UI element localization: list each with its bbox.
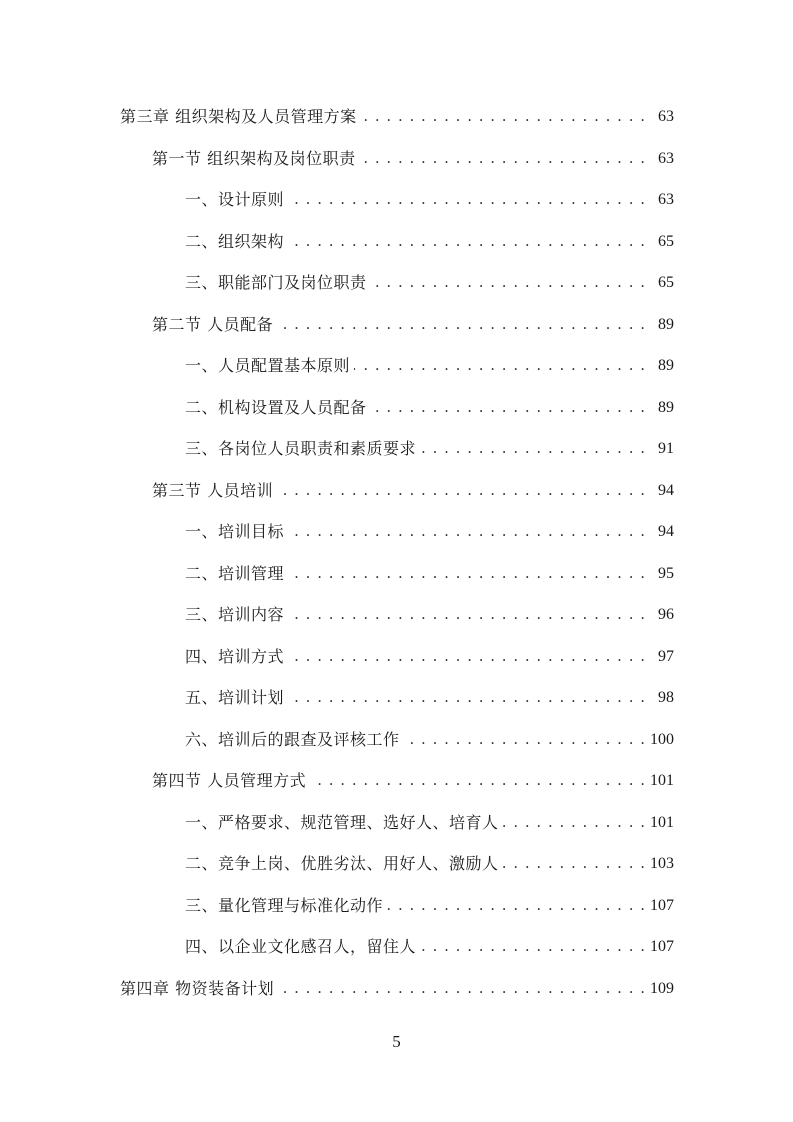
toc-entry[interactable] <box>0 428 793 470</box>
table-of-contents <box>0 96 793 1009</box>
toc-entry-title: 二、组织架构 <box>185 231 285 251</box>
toc-entry[interactable] <box>0 96 793 138</box>
toc-entry-title: 三、职能部门及岗位职责 <box>185 273 367 292</box>
toc-entry-title: 二、机构设置及人员配备 <box>185 397 367 417</box>
toc-entry-title: 三、量化管理与标准化动作 <box>185 895 384 915</box>
toc-entry[interactable] <box>0 885 793 927</box>
toc-entry[interactable] <box>0 719 793 761</box>
toc-entry-page-number: 97 <box>658 647 674 665</box>
toc-entry-page-number: 63 <box>658 191 674 208</box>
toc-dot-leader <box>361 96 646 138</box>
toc-entry-page-number: 65 <box>658 274 674 291</box>
toc-entry-page-number: 63 <box>658 149 674 167</box>
toc-entry[interactable] <box>0 511 793 553</box>
toc-entry-page-number: 89 <box>658 357 674 374</box>
toc-entry-page-number: 95 <box>658 564 674 582</box>
toc-entry[interactable] <box>0 760 793 802</box>
toc-entry-title: 二、培训管理 <box>185 563 285 583</box>
toc-dot-leader <box>404 719 646 761</box>
toc-entry-title: 三、各岗位人员职责和素质要求 <box>185 439 417 458</box>
toc-dot-leader <box>277 470 646 512</box>
toc-dot-leader <box>387 885 646 927</box>
toc-entry-title: 四、以企业文化感召人，留住人 <box>185 937 417 956</box>
toc-entry[interactable] <box>0 802 793 844</box>
toc-entry[interactable] <box>0 179 793 221</box>
toc-entry-page-number: 100 <box>650 730 674 748</box>
toc-entry-page-number: 91 <box>658 440 674 457</box>
toc-entry[interactable] <box>0 926 793 968</box>
page-number: 5 <box>392 1032 401 1051</box>
toc-dot-leader <box>503 843 646 885</box>
toc-entry-title: 第二节 人员配备 <box>152 314 274 334</box>
toc-entry[interactable] <box>0 345 793 387</box>
toc-entry-title: 三、培训内容 <box>185 605 285 624</box>
toc-entry[interactable] <box>0 221 793 263</box>
toc-entry-title: 一、人员配置基本原则 <box>185 356 351 375</box>
toc-dot-leader <box>371 262 646 304</box>
toc-dot-leader <box>288 636 646 678</box>
toc-dot-leader <box>310 760 646 802</box>
toc-entry-title: 二、竞争上岗、优胜劣汰、用好人、激励人 <box>185 854 499 873</box>
toc-dot-leader <box>288 221 646 263</box>
toc-entry-page-number: 103 <box>650 855 674 872</box>
toc-dot-leader <box>278 968 646 1010</box>
toc-dot-leader <box>420 926 646 968</box>
toc-entry[interactable] <box>0 677 793 719</box>
toc-entry-page-number: 101 <box>650 772 674 789</box>
toc-dot-leader <box>420 428 646 470</box>
toc-entry-title: 第三章 组织架构及人员管理方案 <box>120 107 357 126</box>
toc-entry[interactable] <box>0 636 793 678</box>
toc-dot-leader <box>288 553 646 595</box>
toc-entry-title: 第一节 组织架构及岗位职责 <box>152 148 356 168</box>
toc-entry-page-number: 101 <box>650 813 674 831</box>
toc-entry-title: 第四节 人员管理方式 <box>152 771 307 790</box>
toc-entry-title: 六、培训后的跟查及评核工作 <box>185 729 400 749</box>
toc-entry-page-number: 63 <box>658 108 674 125</box>
toc-entry-page-number: 89 <box>658 398 674 416</box>
toc-entry[interactable] <box>0 594 793 636</box>
toc-entry-title: 一、严格要求、规范管理、选好人、培育人 <box>185 812 499 832</box>
toc-entry-title: 一、培训目标 <box>185 522 285 541</box>
toc-entry[interactable] <box>0 304 793 346</box>
toc-dot-leader <box>288 594 646 636</box>
toc-entry-page-number: 107 <box>650 896 674 914</box>
toc-entry-page-number: 89 <box>658 315 674 333</box>
toc-entry[interactable] <box>0 843 793 885</box>
toc-entry[interactable] <box>0 968 793 1010</box>
toc-dot-leader <box>288 677 646 719</box>
toc-entry-page-number: 107 <box>650 938 674 955</box>
toc-entry-title: 四、培训方式 <box>185 646 285 666</box>
toc-entry-title: 五、培训计划 <box>185 688 285 707</box>
toc-entry[interactable] <box>0 138 793 180</box>
toc-entry-title: 一、设计原则 <box>185 190 285 209</box>
toc-entry-page-number: 65 <box>658 232 674 250</box>
toc-entry[interactable] <box>0 553 793 595</box>
toc-dot-leader <box>354 345 646 387</box>
toc-entry-page-number: 109 <box>650 979 674 997</box>
toc-entry[interactable] <box>0 387 793 429</box>
toc-entry-title: 第四章 物资装备计划 <box>120 978 275 998</box>
toc-dot-leader <box>277 304 646 346</box>
toc-entry-page-number: 96 <box>658 606 674 623</box>
toc-dot-leader <box>360 138 646 180</box>
toc-entry-page-number: 94 <box>658 481 674 499</box>
toc-entry[interactable] <box>0 470 793 512</box>
toc-dot-leader <box>503 802 646 844</box>
toc-dot-leader <box>371 387 646 429</box>
toc-entry-page-number: 94 <box>658 523 674 540</box>
toc-entry[interactable] <box>0 262 793 304</box>
toc-entry-title: 第三节 人员培训 <box>152 480 274 500</box>
toc-dot-leader <box>288 179 646 221</box>
toc-entry-page-number: 98 <box>658 689 674 706</box>
toc-dot-leader <box>288 511 646 553</box>
